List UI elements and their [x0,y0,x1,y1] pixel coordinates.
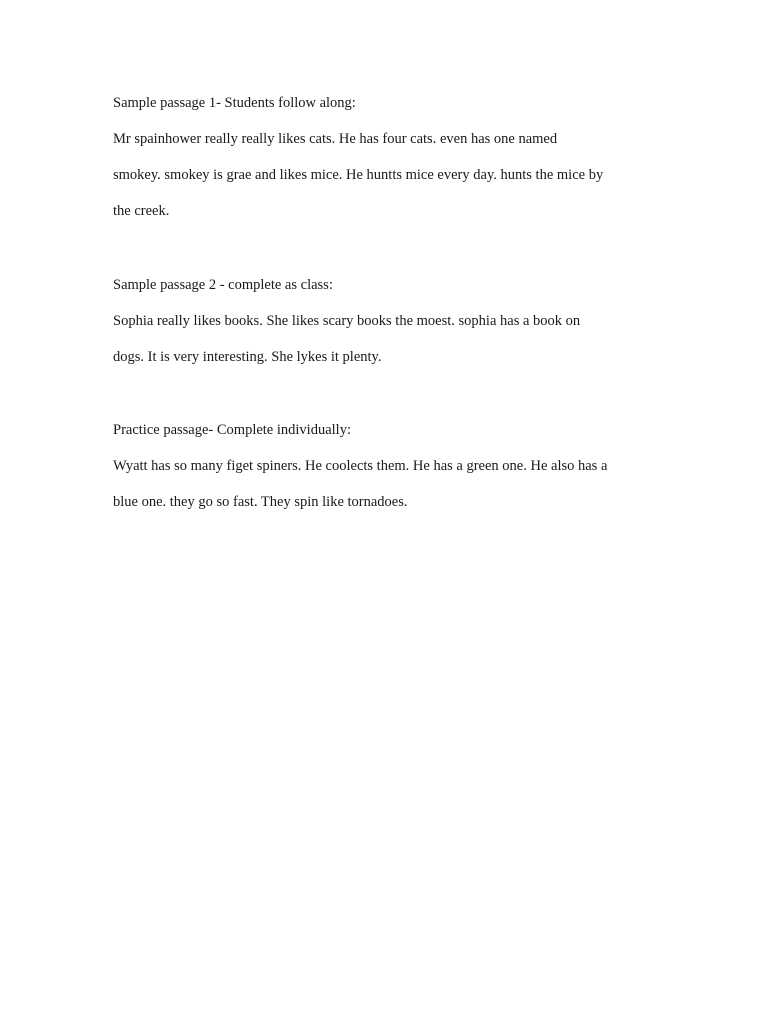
passage-section-3 [113,420,658,512]
passage-heading: Sample passage 2 - complete as class: [113,277,333,293]
passage-line: blue one. they go so fast. They spin like tornadoes. [113,494,408,510]
passage-section-1 [113,93,658,221]
passage-heading: Practice passage- Complete individually: [113,422,351,438]
passage-line: the creek. [113,203,170,219]
passage-line: Mr spainhower really really likes cats. He has four cats. even has one named [113,131,558,147]
passage-line: Wyatt has so many figet spiners. He coolects them. He has a green one. He also has a [113,458,608,474]
passage-line: dogs. It is very interesting. She lykes it plenty. [113,349,382,365]
passage-section-2 [113,275,658,367]
passage-line: smokey. smokey is grae and likes mice. He huntts mice every day. hunts the mice by [113,167,604,183]
passage-line: Sophia really likes books. She likes scary books the moest. sophia has a book on [113,313,581,329]
passage-heading: Sample passage 1- Students follow along: [113,95,356,111]
